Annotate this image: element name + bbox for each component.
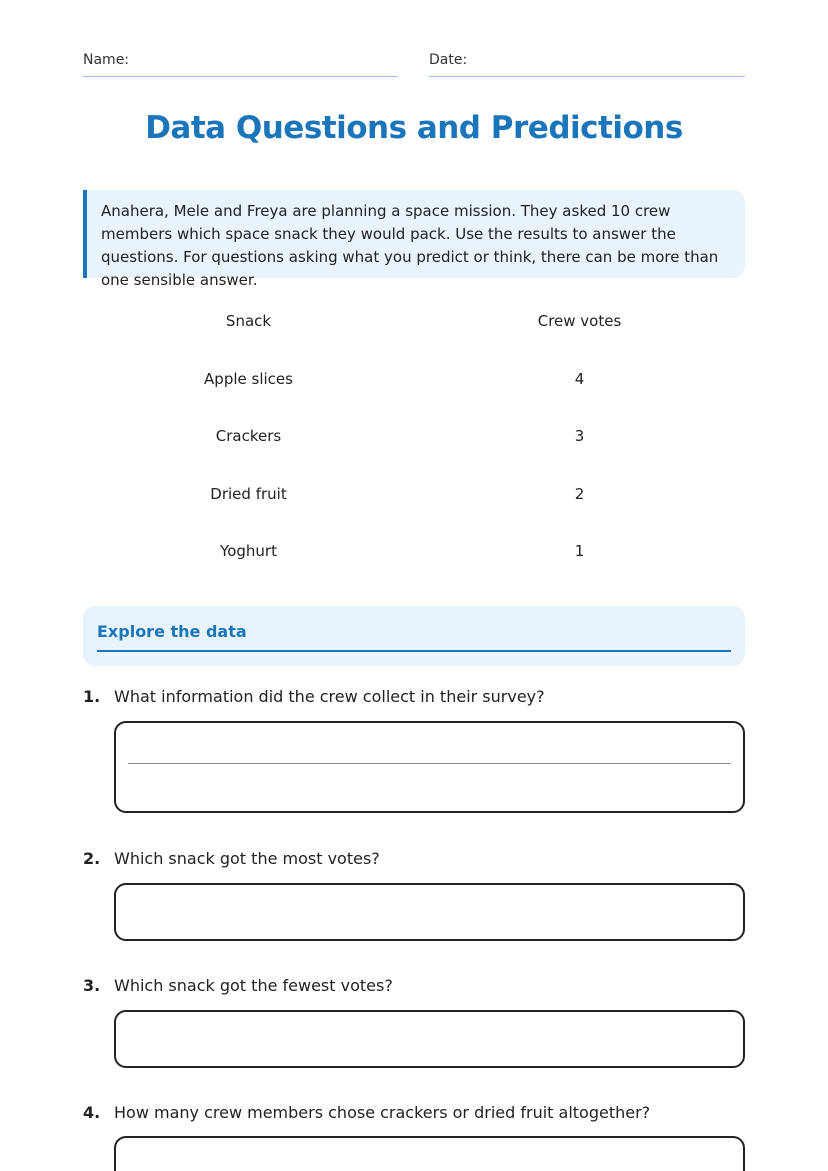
question-text: What information did the crew collect in their survey? bbox=[114, 687, 545, 706]
answer-box-2[interactable] bbox=[114, 883, 745, 941]
table-header-row bbox=[83, 300, 745, 358]
answer-box-3[interactable] bbox=[114, 1010, 745, 1068]
question-text: Which snack got the fewest votes? bbox=[114, 976, 393, 995]
header-fields bbox=[83, 52, 745, 78]
table-row bbox=[83, 415, 745, 473]
question-number: 4. bbox=[83, 1103, 101, 1122]
votes-cell: 3 bbox=[574, 427, 585, 445]
question-text: How many crew members chose crackers or dried fruit altogether? bbox=[114, 1103, 651, 1122]
question-number: 3. bbox=[83, 976, 101, 995]
table-row bbox=[83, 530, 745, 588]
snack-cell: Dried fruit bbox=[210, 484, 287, 503]
date-field[interactable] bbox=[429, 52, 745, 77]
votes-cell: 2 bbox=[574, 484, 585, 503]
snack-votes-table bbox=[83, 300, 745, 588]
answer-writing-line bbox=[128, 763, 731, 764]
question-number: 1. bbox=[83, 687, 101, 706]
answer-box-4[interactable] bbox=[114, 1136, 745, 1171]
intro-panel bbox=[83, 190, 745, 289]
snack-cell: Crackers bbox=[215, 427, 282, 445]
snack-cell: Yoghurt bbox=[220, 542, 277, 560]
answer-box-1[interactable] bbox=[114, 721, 745, 813]
question-number: 2. bbox=[83, 849, 101, 868]
table-header-votes: Crew votes bbox=[537, 312, 622, 330]
intro-text: Anahera, Mele and Freya are planning a space mission. They asked 10 crew members which space snack they would pack. Use the results to answer the questions. For questions asking what you predict or think, there can be more than one sensible answer. bbox=[101, 202, 719, 289]
table-row bbox=[83, 473, 745, 531]
section-title: Explore the data bbox=[97, 622, 731, 652]
date-label: Date: bbox=[429, 52, 468, 68]
name-label: Name: bbox=[83, 52, 130, 68]
table-row bbox=[83, 358, 745, 416]
table-header-snack: Snack bbox=[225, 312, 272, 330]
question-text: Which snack got the most votes? bbox=[114, 849, 380, 868]
page-title: Data Questions and Predictions bbox=[145, 110, 683, 146]
votes-cell: 1 bbox=[574, 542, 585, 560]
section-header bbox=[83, 606, 745, 666]
name-field[interactable] bbox=[83, 52, 398, 77]
snack-cell: Apple slices bbox=[204, 369, 293, 388]
votes-cell: 4 bbox=[574, 369, 585, 388]
